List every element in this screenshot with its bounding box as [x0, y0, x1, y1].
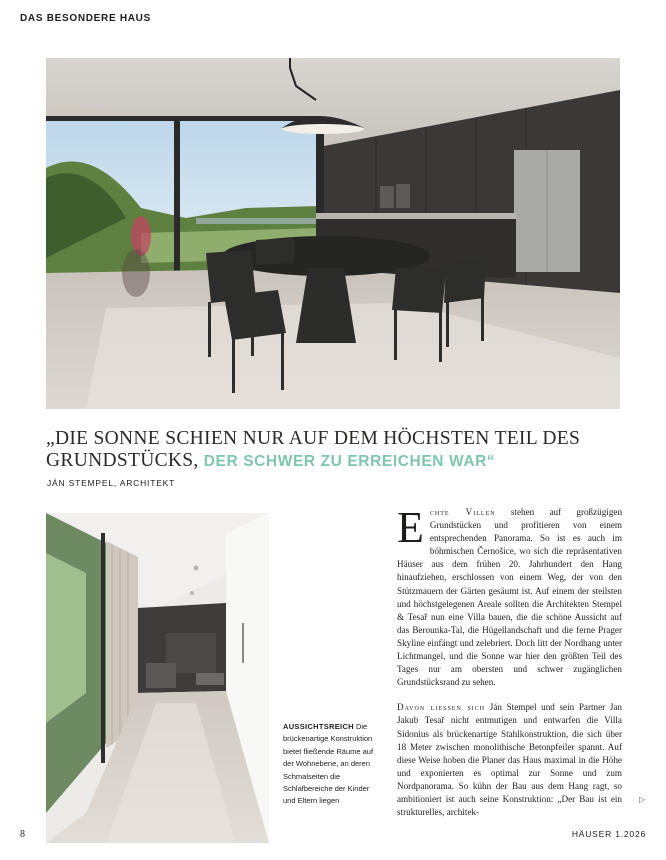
- secondary-photo: [46, 513, 269, 843]
- paragraph-2-lead: Davon liessen sich: [397, 702, 486, 713]
- quote-attribution: JÁN STEMPEL, ARCHITEKT: [47, 478, 176, 488]
- caption-text: Die brückenartige Konstruktion bietet fließende Räume auf der Wohnebene, an deren Schmalseiten die Schlafbereiche der Kinder und Eltern liegen: [283, 722, 374, 806]
- magazine-issue: HÄUSER 1.2026: [571, 829, 646, 839]
- triangle-right-icon: ▷: [639, 795, 646, 804]
- article-paragraph-2: [397, 701, 622, 819]
- pull-quote-accent: DER SCHWER ZU ERREICHEN WAR“: [203, 453, 496, 470]
- paragraph-1-lead: chte Villen: [429, 507, 496, 517]
- hero-photo: [46, 58, 620, 409]
- article-body: [397, 503, 623, 819]
- article-paragraph-1: [397, 503, 623, 689]
- interior-corridor-photo-icon: [46, 513, 269, 843]
- dining-kitchen-photo-icon: [46, 58, 620, 409]
- photo-caption: [283, 721, 378, 808]
- pull-quote: [46, 428, 636, 473]
- caption-lead: AUSSICHTSREICH: [283, 722, 354, 731]
- page-number: 8: [20, 829, 25, 840]
- drop-cap: E: [397, 503, 424, 552]
- pull-quote-text: „DIE SONNE SCHIEN NUR AUF DEM HÖCHSTEN TEIL DES GRUNDSTÜCKS,: [46, 428, 581, 471]
- paragraph-2-text: Ján Stempel und sein Partner Jan Jakub Tesař nicht entmutigen und entwarfen die Villa Sidonius als brückenartige Stahlkonstruktion, die sich über 18 Meter zwischen monolithische Betonpfeiler spannt. Auf diese Weise hoben die Planer das Haus maximal in die Höhe und exponierten es optimal zur Sonne und zum Nordpanorama. So kühn der Bau aus dem Hang ragt, so ambitioniert ist auch seine Konstruktion: „Der Bau ist ein strukturelles, architek-: [397, 702, 622, 818]
- section-kicker: DAS BESONDERE HAUS: [20, 13, 151, 24]
- paragraph-1-text: stehen auf großzügigen Grundstücken und profitieren von einem entsprechenden Panorama. So ist es auch im böhmischen Černošice, wo sich die repräsentativen Häuser aus dem frühen 20. Jahrhundert den Hang hinaufziehen, erschlossen von einem Weg, der von den Stützmauern der Gärten gesäumt ist. Auf einem der steilsten und höchstgelegenen Areale sollten die Architekten Stempel & Tesař nun eine Villa bauen, die die schöne Aussicht auf das Berounka-Tal, die Hügellandschaft und die ferne Prager Skyline einfängt und zelebriert. Doch litt der Nordhang unter Lichtmangel, und die Sonne war hier den größten Teil des Tages nur am obersten und schwer zugänglichen Grundstücksrand zu sehen.: [397, 507, 623, 688]
